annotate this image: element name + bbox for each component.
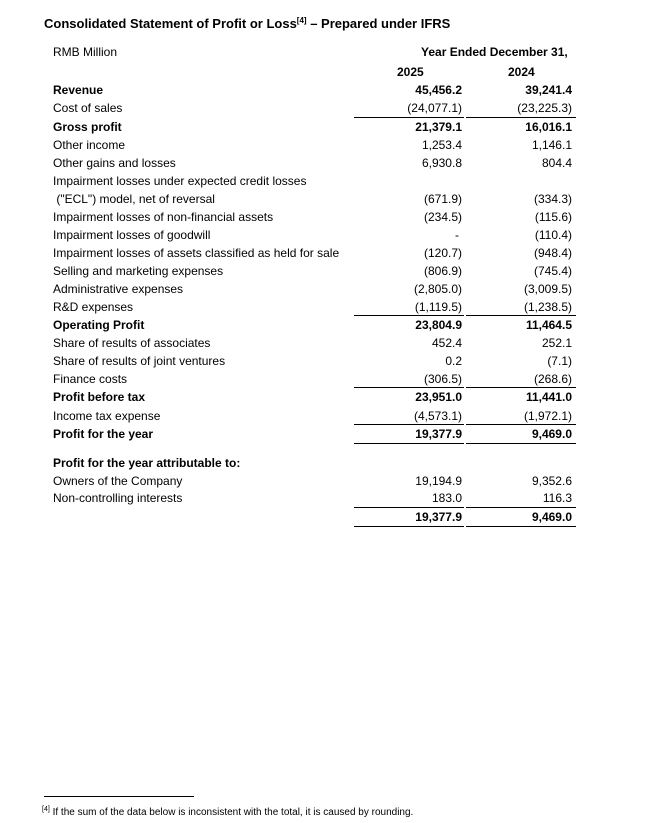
row-impairment-goodwill: Impairment losses of goodwill - (110.4) xyxy=(53,228,572,242)
attributable-heading: Profit for the year attributable to: xyxy=(53,456,241,470)
unit-label: RMB Million xyxy=(53,45,118,59)
rule-pbt-2025 xyxy=(354,387,464,388)
row-non-controlling: Non-controlling interests 183.0 116.3 xyxy=(53,491,572,505)
row-rd-expenses: R&D expenses (1,119.5) (1,238.5) xyxy=(53,300,572,314)
row-share-associates: Share of results of associates 452.4 252.1 xyxy=(53,336,572,350)
rule-attr-2025 xyxy=(354,507,464,508)
row-profit-for-year: Profit for the year 19,377.9 9,469.0 xyxy=(53,427,572,441)
period-header: Year Ended December 31, xyxy=(421,45,568,59)
rule-pbt-2024 xyxy=(466,387,576,388)
row-impairment-non-financial: Impairment losses of non-financial assets (234.5) (115.6) xyxy=(53,210,572,224)
footnote-ref: [4] xyxy=(296,16,307,25)
row-cost-of-sales: Cost of sales (24,077.1) (23,225.3) xyxy=(53,101,572,115)
rule-gross-2024 xyxy=(466,117,576,118)
rule-gross-2025 xyxy=(354,117,464,118)
row-finance-costs: Finance costs (306.5) (268.6) xyxy=(53,372,572,386)
row-selling-marketing: Selling and marketing expenses (806.9) (745.4) xyxy=(53,264,572,278)
rule-attr-2024 xyxy=(466,507,576,508)
rule-operating-2025 xyxy=(354,315,464,316)
row-administrative: Administrative expenses (2,805.0) (3,009.5) xyxy=(53,282,572,296)
year-header-2024: 2024 xyxy=(508,65,535,79)
row-ecl-impairment-heading: Impairment losses under expected credit losses xyxy=(53,174,307,188)
row-ecl-impairment: ("ECL") model, net of reversal (671.9) (334.3) xyxy=(53,192,572,206)
rule-profit-double-2025 xyxy=(354,443,464,444)
row-profit-before-tax: Profit before tax 23,951.0 11,441.0 xyxy=(53,390,572,404)
rule-operating-2024 xyxy=(466,315,576,316)
footnote-separator xyxy=(44,796,194,797)
row-operating-profit: Operating Profit 23,804.9 11,464.5 xyxy=(53,318,572,332)
rule-attr-double-2024 xyxy=(466,526,576,527)
row-owners: Owners of the Company 19,194.9 9,352.6 xyxy=(53,474,572,488)
rule-attr-double-2025 xyxy=(354,526,464,527)
row-other-gains: Other gains and losses 6,930.8 804.4 xyxy=(53,156,572,170)
row-revenue: Revenue 45,456.2 39,241.4 xyxy=(53,83,572,97)
year-header-2025: 2025 xyxy=(397,65,424,79)
rule-profit-2024 xyxy=(466,424,576,425)
footnote: [4] If the sum of the data below is inconsistent with the total, it is caused by rounding. xyxy=(42,806,414,818)
row-gross-profit: Gross profit 21,379.1 16,016.1 xyxy=(53,120,572,134)
row-share-joint-ventures: Share of results of joint ventures 0.2 (7.1) xyxy=(53,354,572,368)
rule-profit-double-2024 xyxy=(466,443,576,444)
row-income-tax: Income tax expense (4,573.1) (1,972.1) xyxy=(53,409,572,423)
rule-profit-2025 xyxy=(354,424,464,425)
row-attributable-total: 19,377.9 9,469.0 xyxy=(415,510,572,524)
row-other-income: Other income 1,253.4 1,146.1 xyxy=(53,138,572,152)
statement-title: Consolidated Statement of Profit or Loss[4] – Prepared under IFRS xyxy=(44,16,451,31)
row-impairment-held-for-sale: Impairment losses of assets classified as held for sale (120.7) (948.4) xyxy=(53,246,572,260)
